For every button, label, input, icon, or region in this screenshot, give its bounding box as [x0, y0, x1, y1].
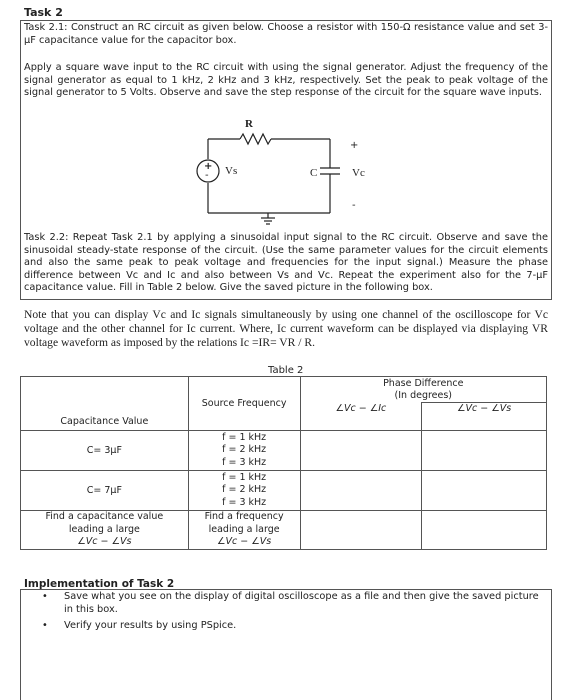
header-vc-ic: ∠Vc − ∠Ic: [300, 403, 422, 431]
source-plus: +: [204, 161, 213, 172]
task21-text: Task 2.1: Construct an RC circuit as given below. Choose a resistor with 150-Ω resistance value and set 3-μF capacitance value for the capacitor box.: [24, 22, 548, 46]
input-cell[interactable]: [422, 471, 547, 511]
find-cap-line3: ∠Vc − ∠Vs: [77, 536, 132, 547]
find-cap-line1: Find a capacitance value: [45, 511, 164, 522]
table-2: [20, 376, 547, 550]
find-capacitance-cell: [21, 511, 189, 550]
phase-difference-label: Phase Difference: [383, 377, 464, 389]
section-title: Task 2: [24, 6, 63, 19]
task22-text: Task 2.2: Repeat Task 2.1 by applying a sinusoidal input signal to the RC circuit. Observe and save the sinusoidal steady-state response of the circuit. (Use the same parameter values for the circuit elements and also the same peak to peak voltage and frequencies for the input signal.) Measure the phase difference between Vc and Ic and also between Vs and Vc. Repeat the experiment also for the 7-μF capacitance value. Fill in Table 2 below. Give the saved picture in the following box.: [24, 232, 548, 293]
find-frequency-cell: [188, 511, 300, 550]
freq-2khz: f = 2 kHz: [222, 484, 267, 496]
header-phase-difference: [300, 377, 546, 403]
resistor-label: R: [245, 118, 253, 130]
vc-minus: -: [352, 200, 356, 211]
vc-label: Vc: [352, 167, 365, 179]
input-cell[interactable]: [300, 511, 422, 550]
input-cell[interactable]: [300, 471, 422, 511]
freq-1khz: f = 1 kHz: [222, 471, 267, 483]
list-item: • Verify your results by using PSpice.: [40, 620, 550, 633]
implementation-title: Implementation of Task 2: [24, 578, 175, 590]
freq-2khz: f = 2 kHz: [222, 444, 267, 456]
apply-text: Apply a square wave input to the RC circuit with using the signal generator. Adjust the frequency of the signal generator as equal to 1 kHz, 2 kHz and 3 kHz, respectively. Set the peak to peak voltage of the signal generator to 5 Volts. Observe and save the step response of the circuit for the square wave inputs.: [24, 62, 548, 98]
find-freq-line3: ∠Vc − ∠Vs: [217, 536, 272, 547]
freq-3khz: f = 3 kHz: [222, 456, 267, 468]
implementation-list: [40, 591, 550, 637]
cap-7uf: C= 7μF: [21, 471, 189, 511]
input-cell[interactable]: [422, 431, 547, 471]
header-source-frequency: Source Frequency: [188, 377, 300, 431]
find-freq-line2: leading a large: [208, 523, 280, 535]
source-minus: -: [205, 170, 209, 181]
header-vc-vs: ∠Vc − ∠Vs: [422, 403, 547, 431]
freq-cell-7uf: [188, 471, 300, 511]
find-cap-line2: leading a large: [68, 523, 140, 535]
input-cell[interactable]: [422, 511, 547, 550]
vs-label: Vs: [225, 165, 238, 177]
vc-plus: +: [350, 140, 359, 151]
freq-1khz: f = 1 kHz: [222, 431, 267, 443]
in-degrees-label: (In degrees): [394, 389, 453, 401]
capacitor-label: C: [310, 167, 318, 179]
input-cell[interactable]: [300, 431, 422, 471]
table-caption: Table 2: [268, 365, 304, 376]
freq-3khz: f = 3 kHz: [222, 496, 267, 508]
oscilloscope-note: Note that you can display Vc and Ic signals simultaneously by using one channel of the oscilloscope for Vc voltage and the other channel for Ic current. Where, Ic current waveform can be displayed via displaying VR voltage waveform as imposed by the relations Ic =IR= VR / R.: [24, 308, 548, 349]
find-freq-line1: Find a frequency: [204, 511, 284, 522]
list-item: • Save what you see on the display of digital oscilloscope as a file and then give the saved picture in this box.: [40, 591, 550, 616]
freq-cell-3uf: [188, 431, 300, 471]
header-capacitance: Capacitance Value: [21, 377, 189, 431]
cap-3uf: C= 3μF: [21, 431, 189, 471]
